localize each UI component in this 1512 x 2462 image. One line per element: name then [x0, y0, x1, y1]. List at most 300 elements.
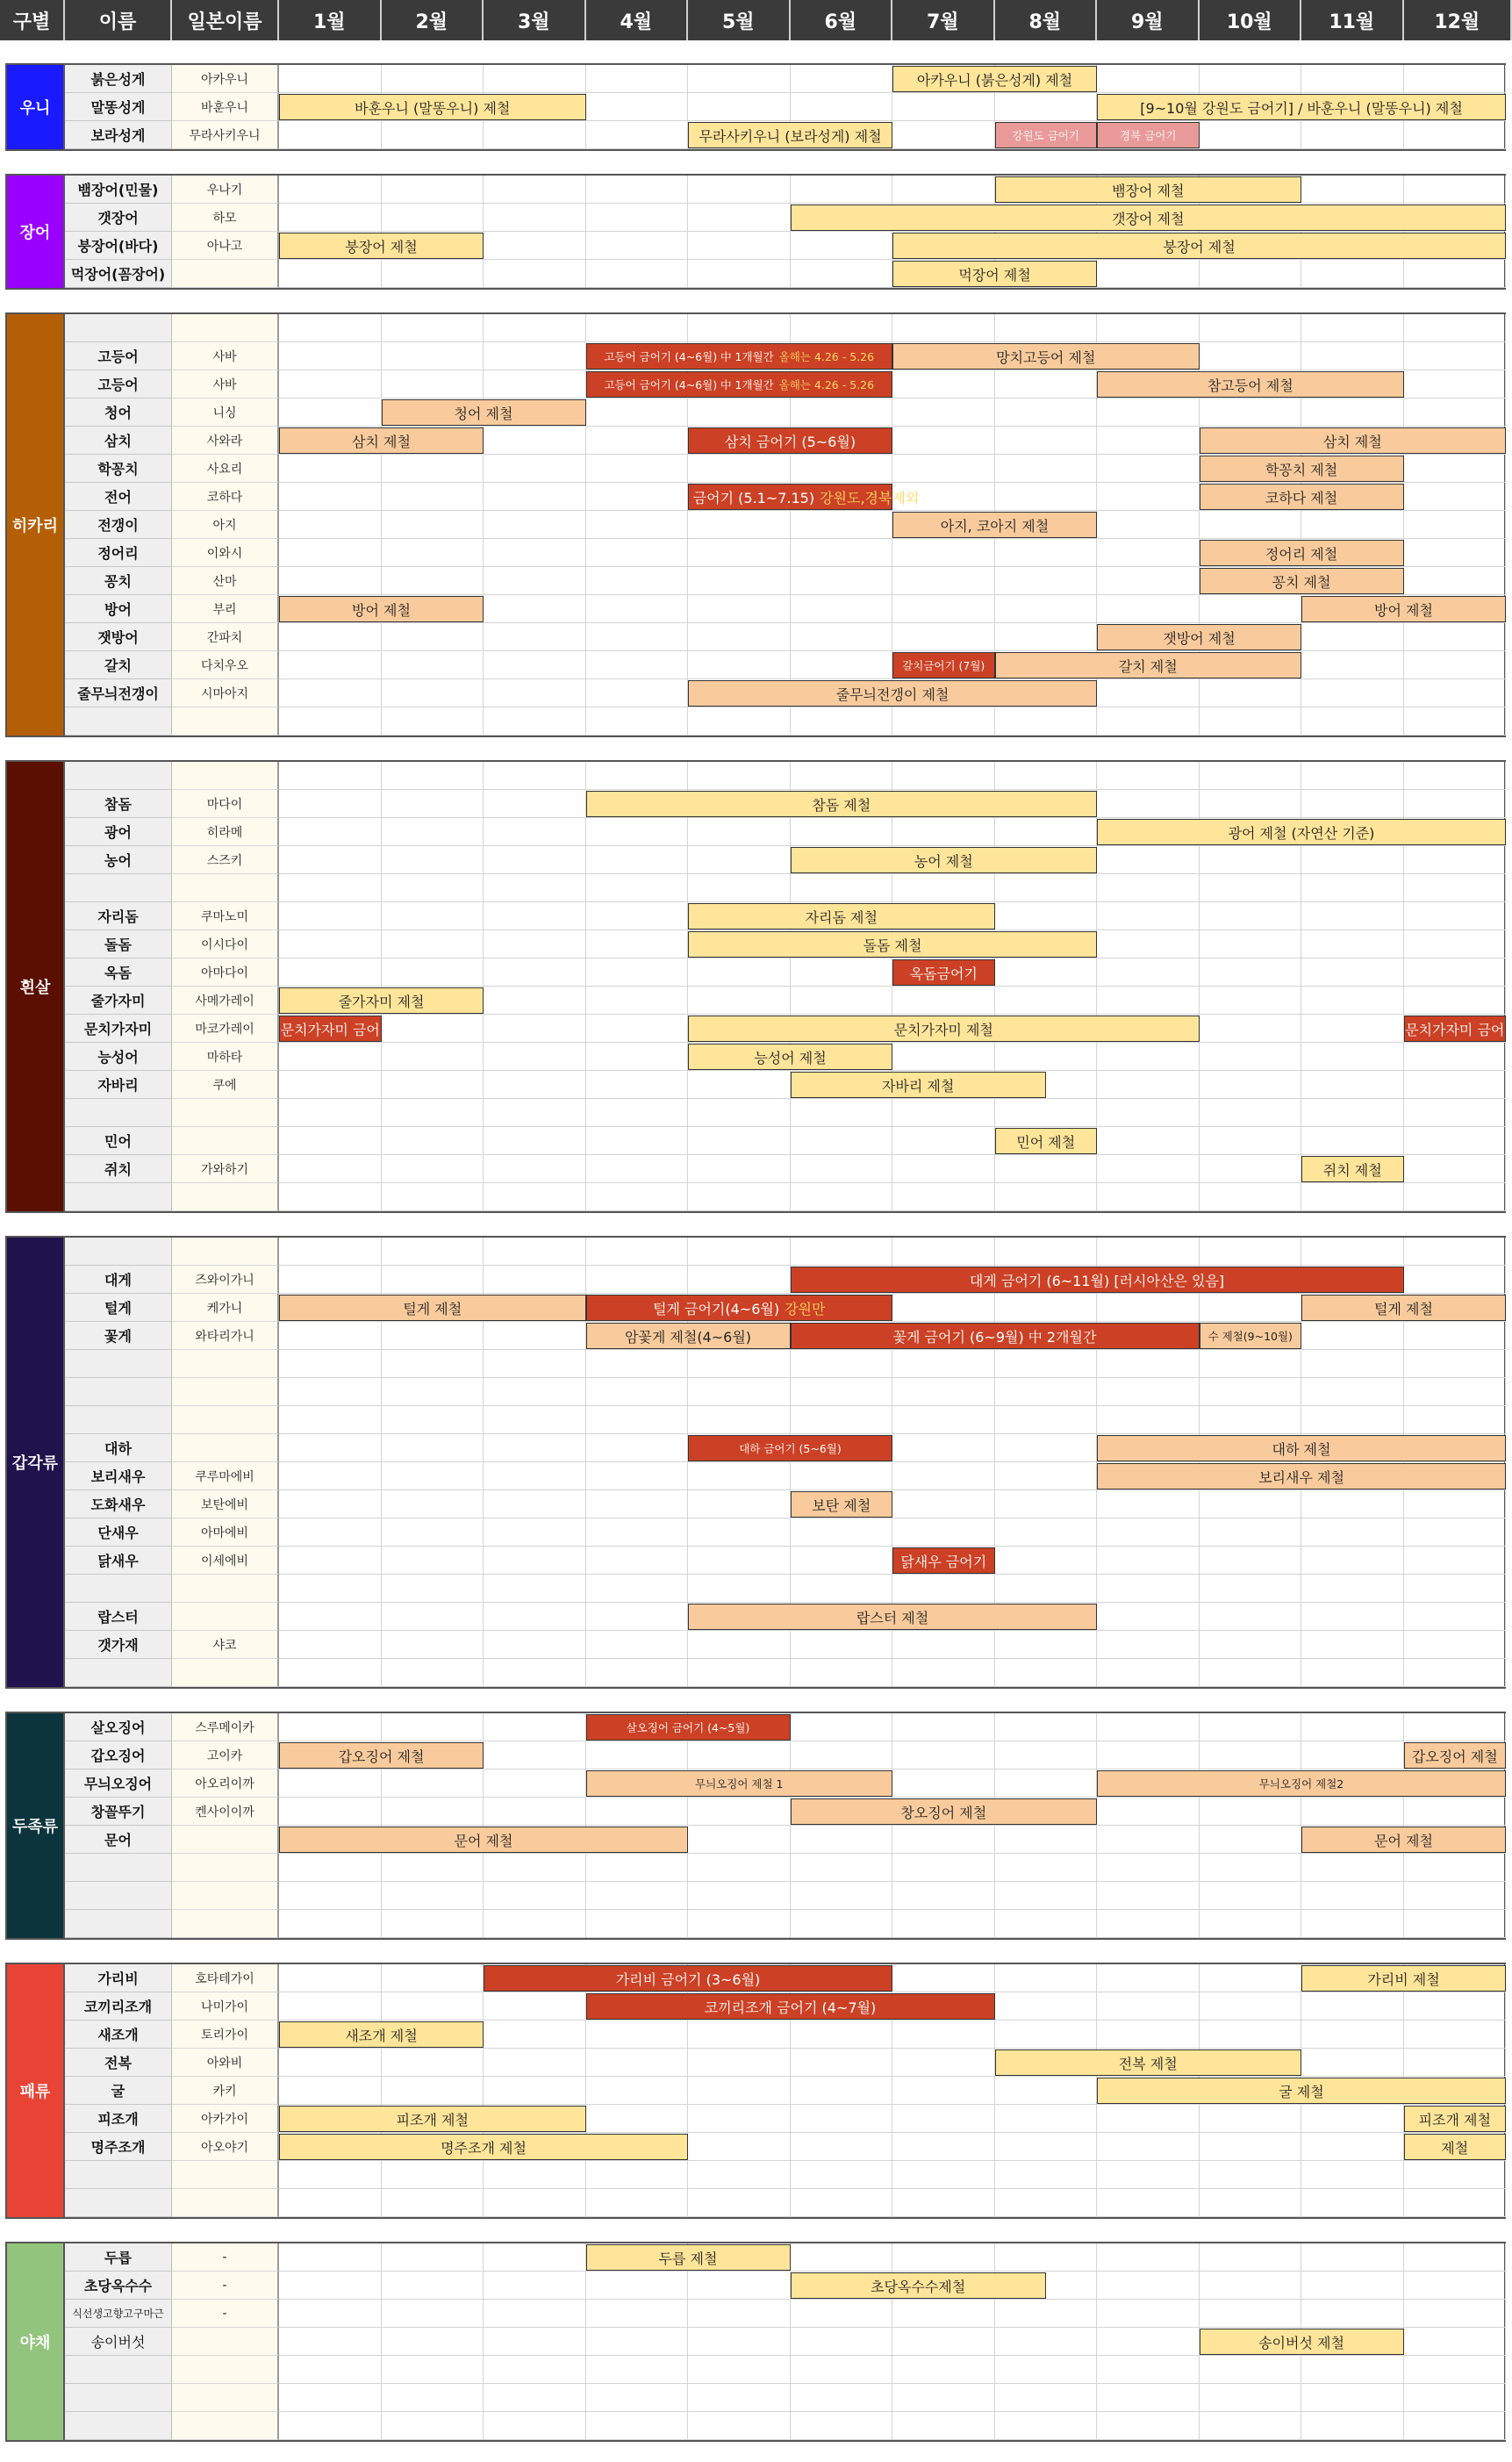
- month-divider: [483, 2356, 484, 2384]
- season-bar-text: 보리새우 제철: [1258, 1468, 1344, 1486]
- month-divider: [687, 846, 688, 874]
- month-divider: [585, 1631, 586, 1659]
- month-divider: [1403, 930, 1404, 958]
- japanese-name: [172, 2328, 279, 2356]
- month-divider: [483, 2049, 484, 2077]
- month-divider: [994, 427, 995, 455]
- month-divider: [1403, 1490, 1404, 1518]
- item-name: [65, 1183, 172, 1211]
- month-divider: [1505, 1854, 1506, 1882]
- season-bar-text: 뱀장어 제철: [1112, 182, 1185, 199]
- item-name: 청어: [65, 398, 172, 427]
- month-divider: [381, 1631, 382, 1659]
- season-bar: [1097, 94, 1506, 120]
- month-divider: [687, 623, 688, 651]
- japanese-name: [172, 1127, 279, 1155]
- season-bar-text: 문치가자미 금어: [1405, 1021, 1505, 1038]
- japanese-name: [172, 2189, 279, 2217]
- month-divider: [483, 1183, 484, 1211]
- month-divider: [483, 874, 484, 902]
- month-divider: [1199, 1826, 1200, 1854]
- japanese-name: 아카우니: [172, 65, 279, 93]
- month-divider: [381, 2356, 382, 2384]
- item-name: [65, 1910, 172, 1938]
- month-divider: [994, 1659, 995, 1687]
- season-bar-text: 삼치 제철: [1322, 433, 1382, 450]
- month-row: [279, 1659, 1506, 1687]
- item-name: 갯장어: [65, 204, 172, 232]
- month-divider: [1505, 2161, 1506, 2189]
- month-divider: [483, 1547, 484, 1575]
- season-bar-text: 참돔 제철: [812, 796, 871, 814]
- month-divider: [687, 2300, 688, 2328]
- month-divider: [994, 2133, 995, 2161]
- japanese-name: [172, 1406, 279, 1434]
- japanese-name: 아카가이: [172, 2105, 279, 2133]
- month-divider: [585, 65, 586, 93]
- month-divider: [483, 483, 484, 511]
- season-bar: [892, 233, 1506, 259]
- month-divider: [790, 232, 791, 260]
- month-divider: [790, 1155, 791, 1183]
- month-divider: [1096, 987, 1097, 1015]
- month-divider: [381, 1406, 382, 1434]
- month-divider: [994, 93, 995, 121]
- month-divider: [585, 707, 586, 736]
- month-divider: [1096, 1854, 1097, 1882]
- month-divider: [381, 455, 382, 483]
- item-name: [65, 874, 172, 902]
- item-name: 살오징어: [65, 1713, 172, 1741]
- month-divider: [687, 1155, 688, 1183]
- japanese-name: [172, 2356, 279, 2384]
- japanese-name: [172, 2384, 279, 2412]
- month-divider: [1199, 1547, 1200, 1575]
- month-divider: [1096, 1518, 1097, 1547]
- season-bar-text: 민어 제철: [1016, 1133, 1076, 1151]
- month-divider: [381, 2412, 382, 2440]
- month-divider: [1096, 2412, 1097, 2440]
- month-divider: [1505, 1238, 1506, 1266]
- item-name: [65, 1882, 172, 1910]
- month-divider: [1403, 1183, 1404, 1211]
- month-divider: [687, 1882, 688, 1910]
- month-divider: [381, 204, 382, 232]
- season-bar-highlight: 강원도,경북제외: [820, 489, 920, 506]
- month-divider: [994, 1099, 995, 1127]
- month-divider: [1096, 1882, 1097, 1910]
- month-divider: [994, 2189, 995, 2217]
- month-divider: [687, 232, 688, 260]
- season-bar-text: 삼치 제철: [352, 433, 411, 450]
- month-divider: [1199, 65, 1200, 93]
- month-divider: [585, 1071, 586, 1099]
- month-divider: [1096, 567, 1097, 595]
- month-divider: [1199, 762, 1200, 790]
- month-divider: [1199, 398, 1200, 427]
- month-divider: [1199, 1378, 1200, 1406]
- month-divider: [1096, 2105, 1097, 2133]
- season-bar: [892, 343, 1200, 370]
- month-divider: [1199, 2161, 1200, 2189]
- month-divider: [381, 1882, 382, 1910]
- season-bar: [688, 1016, 1200, 1042]
- month-divider: [1096, 2328, 1097, 2356]
- season-bar-text: 강원도 금어기: [1012, 129, 1079, 142]
- season-bar-text: 농어 제철: [914, 852, 973, 870]
- month-divider: [381, 1603, 382, 1631]
- month-divider: [381, 2077, 382, 2105]
- month-divider: [1096, 427, 1097, 455]
- month-divider: [381, 1071, 382, 1099]
- month-divider: [483, 1518, 484, 1547]
- month-divider: [585, 1099, 586, 1127]
- month-divider: [483, 1462, 484, 1490]
- season-bar-text: 대하 제철: [1272, 1440, 1331, 1458]
- month-divider: [687, 1238, 688, 1266]
- season-bar: [1200, 568, 1404, 594]
- japanese-name: [172, 314, 279, 342]
- month-divider: [381, 651, 382, 679]
- month-divider: [483, 370, 484, 398]
- month-divider: [381, 1350, 382, 1378]
- season-bar-text: 광어 제철 (자연산 기준): [1228, 824, 1375, 842]
- month-divider: [585, 1798, 586, 1826]
- month-divider: [381, 370, 382, 398]
- month-divider: [1505, 2049, 1506, 2077]
- season-bar-text: 붕장어 제철: [1163, 238, 1236, 255]
- header-cell: 이름: [65, 0, 172, 40]
- month-divider: [483, 1155, 484, 1183]
- month-divider: [1199, 1713, 1200, 1741]
- month-divider: [381, 2049, 382, 2077]
- month-divider: [687, 595, 688, 623]
- japanese-name: 토리가이: [172, 2021, 279, 2049]
- month-divider: [1096, 1350, 1097, 1378]
- month-divider: [381, 2384, 382, 2412]
- month-divider: [483, 1350, 484, 1378]
- japanese-name: 우나기: [172, 176, 279, 204]
- category-label: 흰살: [5, 760, 65, 1213]
- month-divider: [381, 1518, 382, 1547]
- month-divider: [687, 1266, 688, 1294]
- item-name: [65, 2189, 172, 2217]
- month-divider: [381, 1127, 382, 1155]
- season-bar: [1404, 2106, 1507, 2132]
- month-divider: [1403, 1071, 1404, 1099]
- month-divider: [381, 1462, 382, 1490]
- season-bar-text: 암꽃게 제철(4~6월): [624, 1328, 752, 1346]
- month-divider: [1505, 790, 1506, 818]
- month-divider: [483, 1713, 484, 1741]
- japanese-name: [172, 1183, 279, 1211]
- japanese-name: [172, 1378, 279, 1406]
- month-divider: [790, 2049, 791, 2077]
- season-bar: [661, 484, 920, 510]
- month-divider: [790, 1547, 791, 1575]
- season-bar: [279, 1295, 586, 1321]
- month-divider: [1403, 1798, 1404, 1826]
- month-divider: [1199, 595, 1200, 623]
- item-name: [65, 1659, 172, 1687]
- month-divider: [483, 1266, 484, 1294]
- month-divider: [790, 2133, 791, 2161]
- month-divider: [585, 874, 586, 902]
- month-divider: [381, 1238, 382, 1266]
- item-name: [65, 1238, 172, 1266]
- japanese-name: 카키: [172, 2077, 279, 2105]
- japanese-name: 이시다이: [172, 930, 279, 958]
- japanese-name: 이세에비: [172, 1547, 279, 1575]
- item-name: 털게: [65, 1294, 172, 1322]
- month-divider: [1096, 958, 1097, 987]
- month-divider: [1199, 1406, 1200, 1434]
- item-name: 갯가재: [65, 1631, 172, 1659]
- japanese-name: [172, 1854, 279, 1882]
- month-divider: [1199, 1155, 1200, 1183]
- month-divider: [687, 2272, 688, 2300]
- month-divider: [585, 260, 586, 288]
- month-divider: [790, 2189, 791, 2217]
- month-divider: [1403, 1910, 1404, 1938]
- item-name: 민어: [65, 1127, 172, 1155]
- season-bar: [382, 399, 586, 426]
- item-name: 문어: [65, 1826, 172, 1854]
- month-divider: [585, 121, 586, 149]
- month-divider: [790, 1462, 791, 1490]
- month-divider: [483, 260, 484, 288]
- category-label: 갑각류: [5, 1236, 65, 1689]
- month-divider: [585, 2272, 586, 2300]
- japanese-name: 아와비: [172, 2049, 279, 2077]
- japanese-name: 이와시: [172, 539, 279, 567]
- season-bar: [892, 652, 995, 678]
- month-divider: [1199, 987, 1200, 1015]
- item-name: 잿방어: [65, 623, 172, 651]
- month-divider: [381, 567, 382, 595]
- month-divider: [687, 2356, 688, 2384]
- month-divider: [381, 623, 382, 651]
- japanese-name: 산마: [172, 567, 279, 595]
- season-bar-text: 붕장어 제철: [345, 238, 418, 255]
- month-divider: [687, 1183, 688, 1211]
- japanese-name: 사메가레이: [172, 987, 279, 1015]
- item-name: 돌돔: [65, 930, 172, 958]
- month-divider: [1505, 1322, 1506, 1350]
- japanese-name: [172, 1659, 279, 1687]
- japanese-name: 아마에비: [172, 1518, 279, 1547]
- month-divider: [381, 707, 382, 736]
- month-divider: [483, 1490, 484, 1518]
- japanese-name: [172, 1434, 279, 1462]
- month-divider: [687, 2384, 688, 2412]
- item-name: 뱀장어(민물): [65, 176, 172, 204]
- month-divider: [1096, 762, 1097, 790]
- month-divider: [1505, 987, 1506, 1015]
- month-divider: [381, 790, 382, 818]
- month-divider: [1096, 1910, 1097, 1938]
- month-divider: [381, 846, 382, 874]
- item-name: 두릅: [65, 2243, 172, 2272]
- item-name: [65, 2161, 172, 2189]
- month-divider: [585, 1127, 586, 1155]
- month-divider: [687, 2328, 688, 2356]
- month-divider: [1403, 651, 1404, 679]
- month-divider: [1403, 1631, 1404, 1659]
- month-row: [279, 1238, 1506, 1266]
- item-name: [65, 2384, 172, 2412]
- japanese-name: 와타리가니: [172, 1322, 279, 1350]
- month-divider: [687, 2412, 688, 2440]
- month-divider: [381, 1798, 382, 1826]
- month-divider: [1096, 2384, 1097, 2412]
- month-divider: [1096, 1183, 1097, 1211]
- season-bar: [995, 2049, 1302, 2076]
- japanese-name: 히라메: [172, 818, 279, 846]
- month-divider: [790, 1183, 791, 1211]
- month-divider: [1199, 2412, 1200, 2440]
- season-bar: [1404, 1016, 1507, 1042]
- item-name: 식선생고향고구마근: [65, 2300, 172, 2328]
- month-divider: [1505, 1350, 1506, 1378]
- season-bar: [586, 1714, 791, 1741]
- item-name: [65, 762, 172, 790]
- month-divider: [585, 2384, 586, 2412]
- season-bar-text: 가리비 제철: [1367, 1970, 1440, 1988]
- month-divider: [1199, 2189, 1200, 2217]
- month-row: [279, 2161, 1506, 2189]
- month-divider: [381, 2161, 382, 2189]
- month-divider: [1505, 1406, 1506, 1434]
- month-row: [279, 1575, 1506, 1603]
- month-divider: [1096, 1043, 1097, 1071]
- month-divider: [790, 762, 791, 790]
- month-divider: [1096, 2161, 1097, 2189]
- month-divider: [994, 1490, 995, 1518]
- month-divider: [1505, 762, 1506, 790]
- month-divider: [790, 2356, 791, 2384]
- month-divider: [994, 2300, 995, 2328]
- month-divider: [994, 1238, 995, 1266]
- japanese-name: [172, 1826, 279, 1854]
- month-row: [279, 1854, 1506, 1882]
- month-row: [279, 1910, 1506, 1938]
- season-bar-text: 전복 제철: [1118, 2055, 1178, 2072]
- season-bar: [791, 1072, 1046, 1098]
- item-name: 줄가자미: [65, 987, 172, 1015]
- month-divider: [1199, 1910, 1200, 1938]
- header-cell: 10월: [1200, 0, 1302, 40]
- month-divider: [994, 1631, 995, 1659]
- month-divider: [994, 1434, 995, 1462]
- month-divider: [790, 707, 791, 736]
- month-divider: [483, 707, 484, 736]
- month-divider: [687, 818, 688, 846]
- month-divider: [790, 1406, 791, 1434]
- month-divider: [483, 1043, 484, 1071]
- month-divider: [1403, 1992, 1404, 2021]
- month-row: [279, 2384, 1506, 2412]
- season-bar: [279, 1016, 382, 1042]
- month-divider: [381, 1490, 382, 1518]
- month-divider: [483, 930, 484, 958]
- month-divider: [585, 1910, 586, 1938]
- month-divider: [994, 455, 995, 483]
- month-divider: [381, 1659, 382, 1687]
- month-divider: [790, 1882, 791, 1910]
- season-bar-text: 자바리 제철: [881, 1077, 955, 1095]
- month-divider: [1403, 1854, 1404, 1882]
- month-divider: [1199, 1043, 1200, 1071]
- month-divider: [1096, 483, 1097, 511]
- item-name: 초당옥수수: [65, 2272, 172, 2300]
- month-divider: [1403, 1322, 1404, 1350]
- japanese-name: 가와하기: [172, 1155, 279, 1183]
- item-name: 붉은성게: [65, 65, 172, 93]
- month-divider: [483, 1854, 484, 1882]
- season-bar-text: 코하다 제철: [1265, 489, 1338, 506]
- season-bar: [791, 1798, 1098, 1825]
- month-divider: [381, 121, 382, 149]
- season-bar-text: 갑오징어 제철: [1411, 1748, 1498, 1765]
- month-divider: [1403, 1350, 1404, 1378]
- month-divider: [994, 370, 995, 398]
- month-divider: [1096, 1490, 1097, 1518]
- item-name: 대하: [65, 1434, 172, 1462]
- month-divider: [1199, 2133, 1200, 2161]
- month-divider: [585, 1043, 586, 1071]
- month-divider: [585, 483, 586, 511]
- month-divider: [994, 1406, 995, 1434]
- japanese-name: 시마아지: [172, 679, 279, 707]
- month-divider: [1403, 1659, 1404, 1687]
- season-bar-highlight: 강원만: [785, 1300, 826, 1317]
- item-name: [65, 1406, 172, 1434]
- month-divider: [1403, 1547, 1404, 1575]
- month-divider: [1505, 1155, 1506, 1183]
- category-label: 패류: [5, 1963, 65, 2219]
- month-divider: [1505, 1043, 1506, 1071]
- header-cell: 8월: [995, 0, 1098, 40]
- item-name: 참돔: [65, 790, 172, 818]
- month-divider: [483, 121, 484, 149]
- month-divider: [687, 455, 688, 483]
- month-divider: [994, 314, 995, 342]
- month-divider: [585, 2328, 586, 2356]
- month-divider: [1096, 2189, 1097, 2217]
- month-divider: [994, 1350, 995, 1378]
- month-divider: [1096, 1155, 1097, 1183]
- season-bar: [1097, 1463, 1506, 1489]
- month-divider: [1505, 567, 1506, 595]
- month-divider: [994, 2105, 995, 2133]
- month-divider: [994, 818, 995, 846]
- month-divider: [994, 2412, 995, 2440]
- month-divider: [1403, 1043, 1404, 1071]
- month-divider: [585, 2189, 586, 2217]
- season-bar-text: 문치가자미 제철: [893, 1021, 993, 1038]
- month-divider: [790, 1378, 791, 1406]
- season-bar-text: 명주조개 제철: [441, 2139, 527, 2157]
- header-cell: 4월: [586, 0, 689, 40]
- season-bar-text: 털게 금어기(4~6월): [653, 1300, 780, 1317]
- month-divider: [1199, 1099, 1200, 1127]
- season-bar: [279, 2134, 688, 2160]
- item-name: 랍스터: [65, 1603, 172, 1631]
- month-divider: [381, 1378, 382, 1406]
- month-divider: [1096, 314, 1097, 342]
- month-divider: [1403, 846, 1404, 874]
